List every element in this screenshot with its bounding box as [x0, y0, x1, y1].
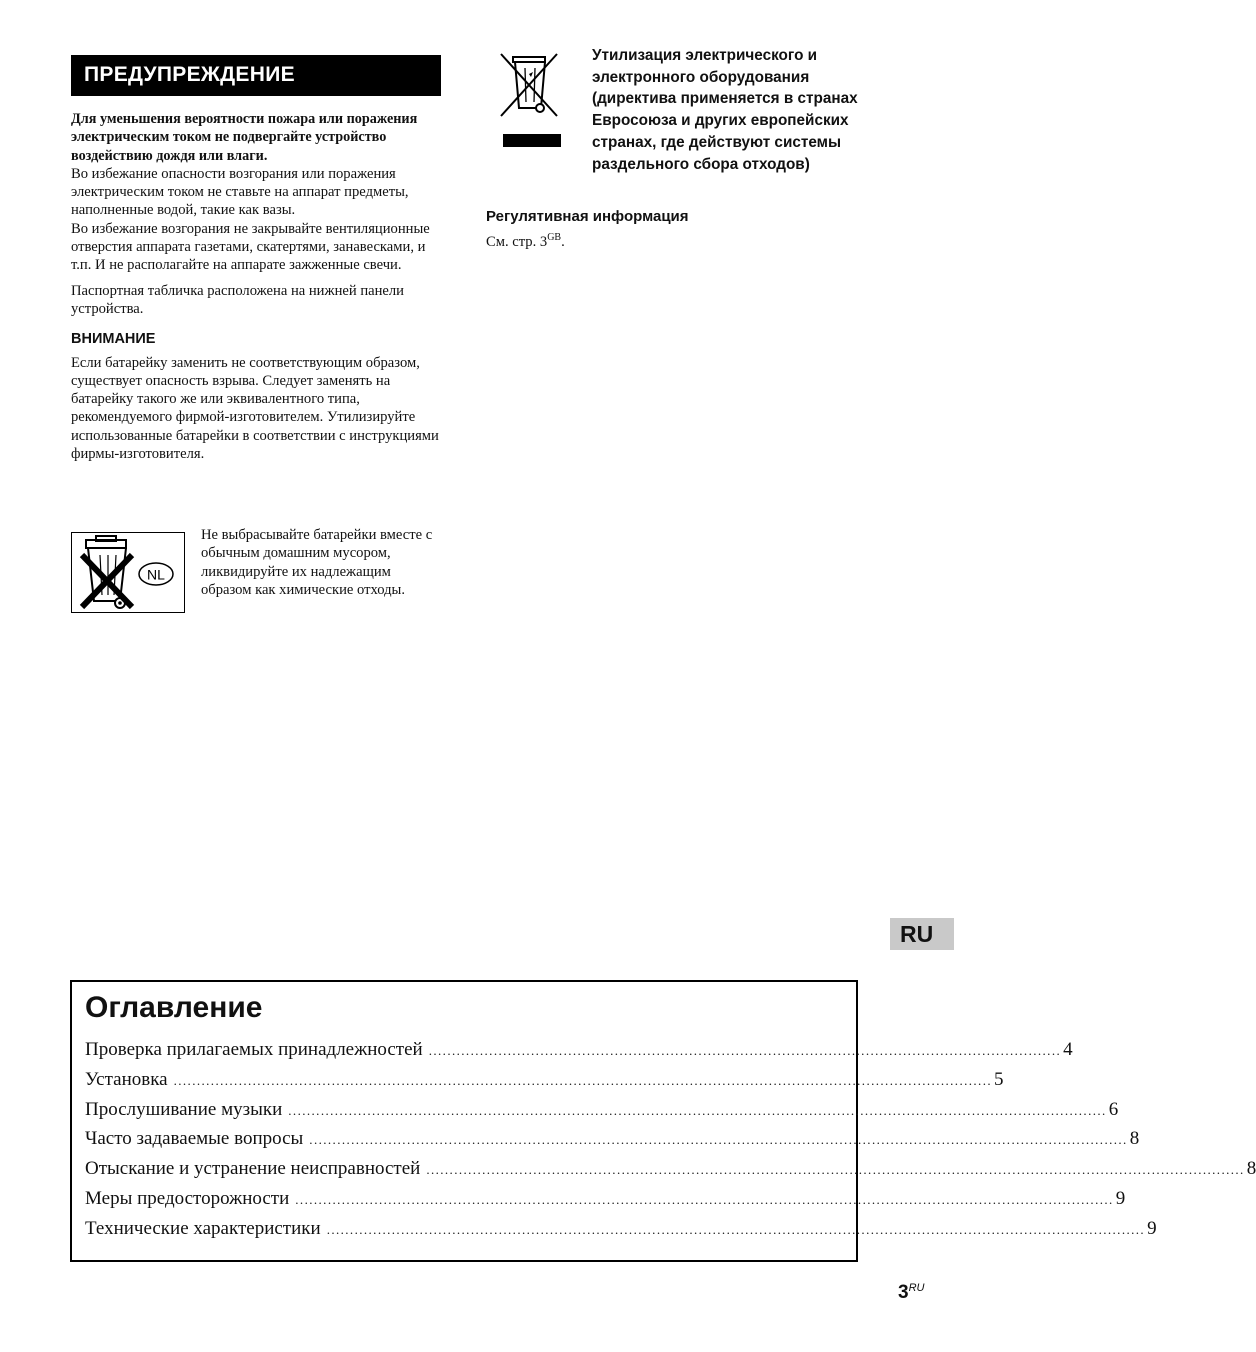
toc-item-listening[interactable]	[85, 1098, 1119, 1129]
toc-item-troubleshooting[interactable]	[85, 1158, 1256, 1188]
regulatory-ref-end: .	[561, 234, 565, 250]
toc-item-page: 8	[1129, 1128, 1140, 1150]
regulatory-text	[486, 234, 565, 251]
regulatory-heading: Регулятивная информация	[486, 208, 689, 225]
warning-paragraph-3: Паспортная табличка расположена на нижней панели устройства.	[71, 282, 404, 317]
toc-item-page: 5	[994, 1068, 1004, 1090]
toc-item-label: Часто задаваемые вопросы	[85, 1128, 304, 1150]
crossed-bin-icon	[497, 50, 563, 150]
battery-icon-label: NL	[147, 566, 165, 583]
toc-item-label: Прослушивание музыки	[85, 1098, 283, 1120]
toc-item-installation[interactable]	[85, 1068, 1004, 1099]
disposal-text: Утилизация электрического и электронного оборудования (директива применяется в странах Евросоюза и других европейских странах, где действуют системы раздельного сбора отходов)	[592, 47, 858, 173]
toc-item-page: 9	[1115, 1187, 1126, 1209]
toc-item-label: Проверка прилагаемых принадлежностей	[85, 1039, 423, 1060]
toc-item-accessories[interactable]	[85, 1039, 1073, 1069]
caution-heading: ВНИМАНИЕ	[71, 331, 156, 348]
toc-item-page: 9	[1147, 1217, 1157, 1239]
battery-bin-icon	[71, 532, 185, 613]
toc-leader-dots: ................................................................................................................................................................................	[426, 1162, 1245, 1178]
language-tab: RU	[890, 918, 954, 950]
toc-item-specifications[interactable]	[85, 1217, 1157, 1248]
page-number-suffix: RU	[908, 1282, 925, 1294]
toc-title: Оглавление	[85, 991, 263, 1024]
toc-item-label: Отыскание и устранение неисправностей	[85, 1158, 421, 1180]
caution-text: Если батарейку заменить не соответствующим образом, существует опасность взрыва. Следует заменять на батарейку такого же или эквивалентного типа, рекомендуемого фирмой-изготовителем. Утилизируйте использованные батарейки в соответствии с инструкциями фирмы-изготовителя.	[71, 354, 439, 463]
warning-paragraph-1: Во избежание опасности возгорания или поражения электрическим током не ставьте на аппарат предметы, наполненные водой, такие как вазы.	[71, 165, 409, 219]
regulatory-ref: См. стр. 3	[486, 234, 548, 250]
toc-item-page: 4	[1063, 1039, 1073, 1060]
toc-leader-dots: ................................................................................................................................................................................	[288, 1102, 1107, 1118]
page-number-value: 3	[898, 1282, 909, 1303]
toc-item-page: 6	[1108, 1098, 1119, 1120]
toc-item-faq[interactable]	[85, 1128, 1140, 1158]
toc-leader-dots: ................................................................................................................................................................................	[295, 1191, 1114, 1207]
toc-leader-dots: ................................................................................................................................................................................	[326, 1221, 1146, 1237]
warning-heading: ПРЕДУПРЕЖДЕНИЕ	[71, 55, 441, 96]
warning-lead: Для уменьшения вероятности пожара или поражения электрическим током не подвергайте устройство воздействию дождя или влаги.	[71, 111, 418, 164]
toc-leader-dots: ................................................................................................................................................................................	[173, 1072, 992, 1088]
regulatory-ref-suffix: GB	[547, 232, 562, 243]
page-number	[898, 1282, 924, 1304]
toc-leader-dots: ........................................................................................................................................	[428, 1043, 1062, 1058]
toc-list	[85, 1039, 1256, 1248]
table-of-contents	[70, 980, 1256, 1262]
toc-item-label: Меры предосторожности	[85, 1187, 290, 1209]
toc-item-page: 8	[1246, 1158, 1256, 1180]
warning-section	[71, 110, 443, 463]
warning-paragraph-2: Во избежание возгорания не закрывайте вентиляционные отверстия аппарата газетами, скатертями, занавесками, и т.п. И не располагайте на аппарате зажженные свечи.	[71, 220, 430, 274]
toc-leader-dots: ................................................................................................................................................................................	[309, 1132, 1128, 1148]
toc-item-precautions[interactable]	[85, 1187, 1126, 1218]
toc-item-label: Технические характеристики	[85, 1217, 321, 1239]
battery-disposal-text: Не выбрасывайте батарейки вместе с обычным домашним мусором, ликвидируйте их надлежащим образом как химические отходы.	[201, 527, 433, 598]
toc-item-label: Установка	[85, 1068, 168, 1090]
